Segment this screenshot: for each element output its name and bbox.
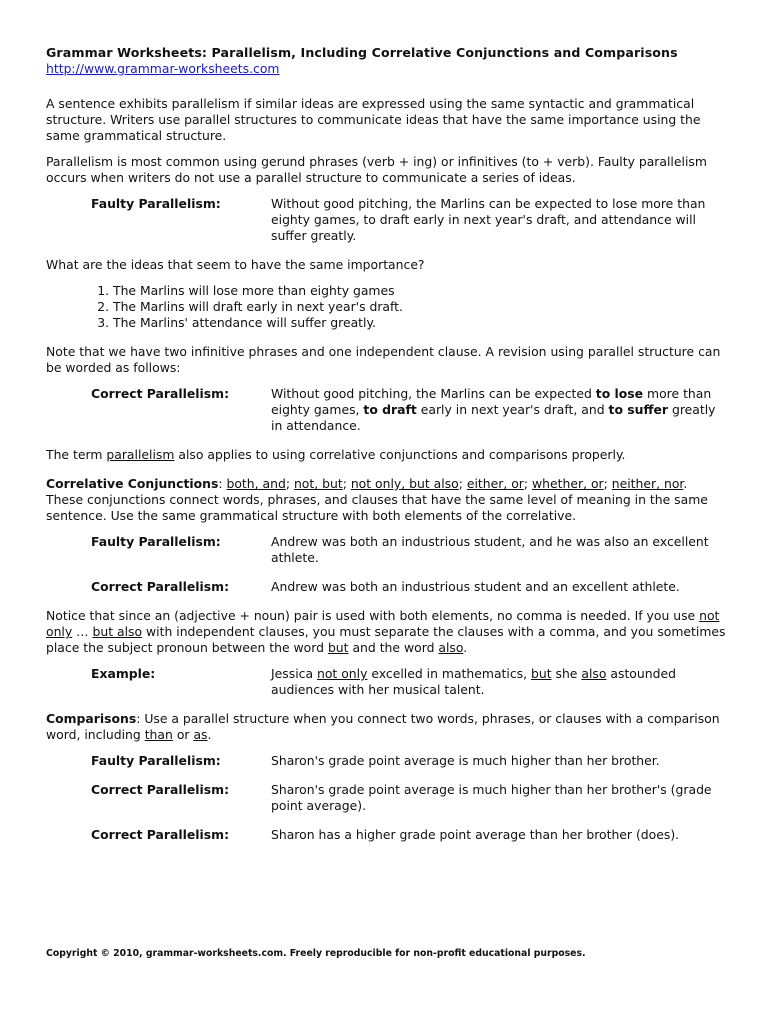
- faulty-example-2: [91, 534, 726, 566]
- example-label: Faulty Parallelism:: [91, 753, 221, 768]
- list-item: 3. The Marlins' attendance will suffer greatly.: [113, 315, 726, 331]
- site-link[interactable]: http://www.grammar-worksheets.com: [46, 61, 280, 76]
- notice-paragraph: Notice that since an (adjective + noun) pair is used with both elements, no comma is needed. If you use not only … but also with independent clauses, you must separate the clauses with a comma, and you sometimes place the subject pronoun between the word but and the word also.: [46, 608, 726, 655]
- example-label: Correct Parallelism:: [91, 579, 230, 594]
- example-text: Without good pitching, the Marlins can be expected to lose more than eighty games, to draft early in next year's draft, and to suffer greatly in attendance.: [271, 386, 716, 433]
- comparisons-paragraph: Comparisons: Use a parallel structure when you connect two words, phrases, or clauses with a comparison word, including than or as.: [46, 711, 720, 742]
- example-text: Sharon's grade point average is much higher than her brother.: [271, 753, 660, 768]
- example-text: Andrew was both an industrious student, and he was also an excellent athlete.: [271, 534, 709, 565]
- example-label: Faulty Parallelism:: [91, 534, 221, 549]
- page-title: Grammar Worksheets: Parallelism, Including Correlative Conjunctions and Comparisons: [46, 45, 678, 60]
- worksheet-page: [46, 45, 726, 843]
- example-label: Example:: [91, 666, 156, 681]
- example-text: Without good pitching, the Marlins can be expected to lose more than eighty games, to draft early in next year's draft, and attendance will suffer greatly.: [271, 196, 706, 243]
- correlative-heading: Correlative Conjunctions: [46, 476, 219, 491]
- correlative-paragraph: Correlative Conjunctions: both, and; not, but; not only, but also; either, or; whether, or; neither, nor. These conjunctions connect words, phrases, and clauses that have the same level of meaning in the same sentence. Use the same grammatical structure with both elements of the correlative.: [46, 476, 708, 523]
- example-label: Correct Parallelism:: [91, 827, 230, 842]
- example-label: Correct Parallelism:: [91, 386, 230, 401]
- faulty-example-3: [91, 753, 726, 769]
- example-text: Sharon's grade point average is much higher than her brother's (grade point average).: [271, 782, 712, 813]
- example-label: Correct Parallelism:: [91, 782, 230, 797]
- intro-paragraph-1: A sentence exhibits parallelism if similar ideas are expressed using the same syntactic and grammatical structure. Writers use parallel structures to communicate ideas that have the same importance using the same grammatical structure.: [46, 96, 701, 143]
- intro-paragraph-2: Parallelism is most common using gerund phrases (verb + ing) or infinitives (to + verb). Faulty parallelism occurs when writers do not use a parallel structure to communicate a series of ideas.: [46, 154, 707, 185]
- list-item: 1. The Marlins will lose more than eighty games: [113, 283, 726, 299]
- example-text: Jessica not only excelled in mathematics, but she also astounded audiences with her musical talent.: [271, 666, 676, 697]
- correct-example-3: [91, 782, 726, 814]
- correct-example-4: [91, 827, 726, 843]
- list-item: 2. The Marlins will draft early in next year's draft.: [113, 299, 726, 315]
- correct-example-2: [91, 579, 726, 595]
- question-text: What are the ideas that seem to have the same importance?: [46, 257, 425, 272]
- ideas-list: [46, 283, 726, 331]
- example-text: Sharon has a higher grade point average than her brother (does).: [271, 827, 680, 842]
- term-paragraph: The term parallelism also applies to using correlative conjunctions and comparisons properly.: [46, 447, 626, 462]
- example-sentence: [91, 666, 726, 698]
- comparisons-heading: Comparisons: [46, 711, 137, 726]
- example-label: Faulty Parallelism:: [91, 196, 221, 211]
- copyright-footer: Copyright © 2010, grammar-worksheets.com. Freely reproducible for non-profit educational purposes.: [46, 948, 586, 959]
- correct-example-1: [91, 386, 726, 434]
- note-paragraph: Note that we have two infinitive phrases and one independent clause. A revision using parallel structure can be worded as follows:: [46, 344, 721, 375]
- example-text: Andrew was both an industrious student and an excellent athlete.: [271, 579, 680, 594]
- faulty-example-1: [91, 196, 726, 244]
